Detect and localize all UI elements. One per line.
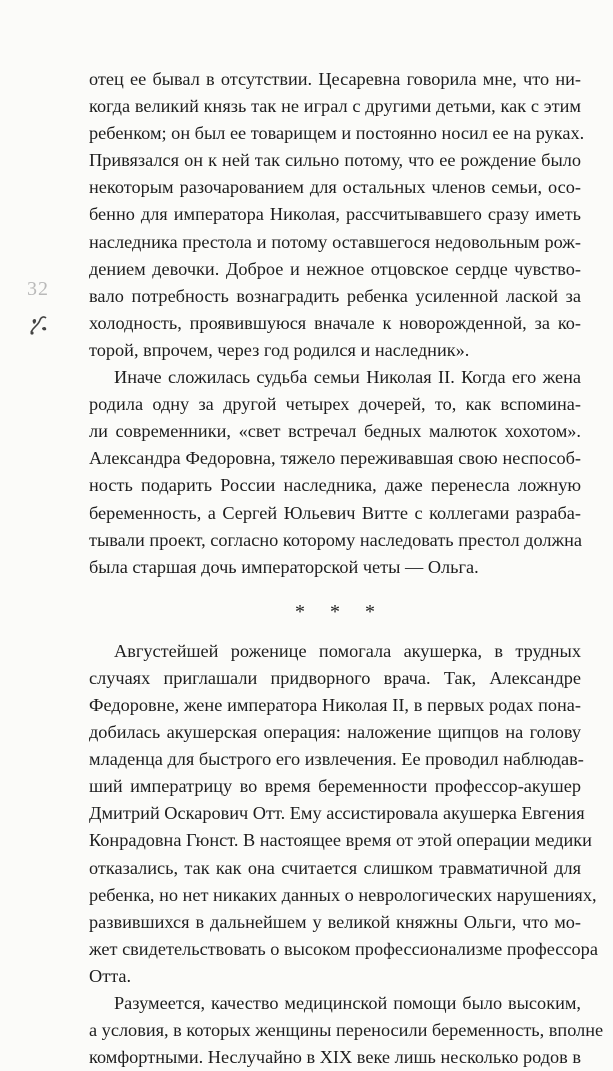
text-line: Разумеется, качество медицинской помощи было высоким, [114, 993, 581, 1013]
text-line: Иначе сложилась судьба семьи Николая II. Когда его жена [114, 367, 581, 388]
text-line: жет свидетельствовать о высоком профессионализме профессора [89, 938, 598, 959]
text-line: ребенка, но нет никаких данных о неврологических нарушениях, [89, 884, 597, 905]
text-line: родила одну за другой четырех дочерей, то, как вспомина- [89, 394, 581, 415]
text-line: беременность, а Сергей Юльевич Витте с коллегами разраба- [89, 502, 581, 523]
paragraph-3 [89, 638, 598, 990]
text-line: случаях приглашали придворного врача. Так, Александре [89, 667, 581, 688]
text-line: отказались, так как она считается слишком травматичной для [89, 857, 581, 878]
page-number: 32 [27, 278, 49, 300]
text-line: Августейшей роженице помогала акушерка, в трудных [114, 640, 581, 661]
text-line: некоторым разочарованием для остальных членов семьи, осо- [89, 177, 581, 198]
paragraph-2 [89, 364, 581, 581]
text-line: комфортными. Неслучайно в XIX веке лишь несколько родов в [89, 1047, 581, 1068]
text-line: дением девочки. Доброе и нежное отцовское сердце чувство- [89, 258, 581, 279]
text-line: вало потребность вознаградить ребенка усиленной лаской за [89, 285, 581, 306]
text-line: Отта. [89, 965, 132, 986]
text-line: ший императрицу во время беременности профессор-акушер [89, 776, 581, 797]
paragraph-1 [89, 66, 585, 364]
text-line: развившихся в дальнейшем у великой княжны Ольги, что мо- [89, 911, 581, 932]
text-line: отец ее бывал в отсутствии. Цесаревна говорила мне, что ни- [89, 69, 581, 89]
text-line: а условия, в которых женщины переносили беременность, вполне [89, 1020, 604, 1041]
text-line: холодность, проявившуюся вначале к новорожденной, за ко- [89, 312, 581, 333]
text-line: ребенком; он был ее товарищем и постоянно носил ее на руках. [89, 123, 585, 144]
text-line: ность подарить России наследника, даже перенесла ложную [89, 475, 581, 496]
text-line: Александра Федоровна, тяжело переживавшая свою неспособ- [89, 448, 581, 469]
page-body [89, 66, 604, 1071]
text-line: Привязался он к ней так сильно потому, что ее рождение было [89, 150, 581, 171]
ornament-icon [28, 312, 50, 336]
text-line: Конрадовна Гюнст. В настоящее время от этой операции медики [89, 830, 592, 851]
section-separator: * * * [295, 600, 385, 623]
text-line: ли современники, «свет встречал бедных малюток хохотом». [89, 421, 581, 442]
text-line: бенно для императора Николая, рассчитывавшего сразу иметь [89, 204, 581, 225]
text-line: добилась акушерская операция: наложение щипцов на голову [89, 722, 581, 743]
text-line: наследника престола и потому оставшегося недовольным рож- [89, 231, 581, 252]
text-line: младенца для быстрого его извлечения. Ее проводил наблюдав- [89, 749, 584, 770]
paragraph-4 [89, 990, 604, 1071]
text-line: торой, впрочем, через год родился и наследник». [89, 339, 470, 360]
text-line: тывали проект, согласно которому наследовать престол должна [89, 529, 583, 550]
text-line: Федоровне, жене императора Николая II, в первых родах пона- [89, 694, 581, 715]
text-line: была старшая дочь императорской четы — Ольга. [89, 556, 479, 577]
text-line: когда великий князь так не играл с другими детьми, как с этим [89, 96, 581, 117]
text-line: Дмитрий Оскарович Отт. Ему ассистировала акушерка Евгения [89, 803, 585, 824]
